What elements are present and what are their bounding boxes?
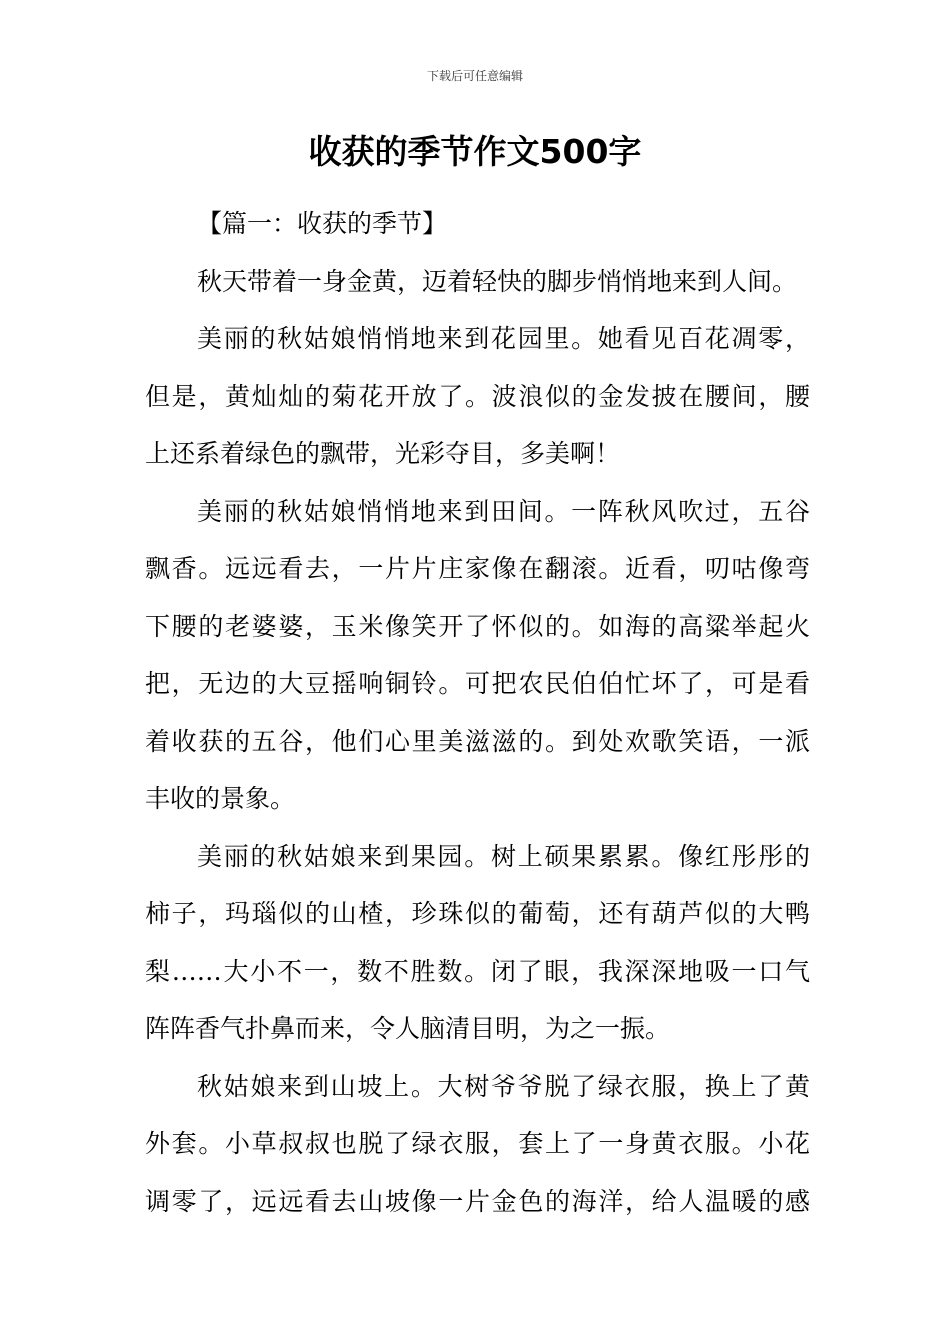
article-body bbox=[145, 195, 810, 1230]
page-title: 收获的季节作文500字 bbox=[308, 132, 642, 171]
paragraph-line: 美丽的秋姑娘悄悄地来到花园里。她看见百花凋零， bbox=[197, 324, 810, 353]
paragraph-line: 美丽的秋姑娘来到果园。树上硕果累累。像红彤彤的 bbox=[197, 841, 810, 871]
paragraph-line: 美丽的秋姑娘悄悄地来到田间。一阵秋风吹过，五谷 bbox=[197, 496, 810, 526]
paragraph-line: 把，无边的大豆摇响铜铃。可把农民伯伯忙坏了，可是看 bbox=[145, 669, 810, 698]
paragraph-line: 飘香。远远看去，一片片庄家像在翻滚。近看，叨咕像弯 bbox=[145, 554, 810, 583]
paragraph-line: 秋姑娘来到山坡上。大树爷爷脱了绿衣服，换上了黄 bbox=[197, 1071, 810, 1101]
paragraph-line: 下腰的老婆婆，玉米像笑开了怀似的。如海的高粱举起火 bbox=[145, 611, 810, 641]
paragraph-5 bbox=[145, 1058, 810, 1231]
paragraph-line: 丰收的景象。 bbox=[145, 784, 296, 813]
section-heading: 【篇一：收获的季节】 bbox=[197, 209, 448, 238]
paragraph-3 bbox=[145, 483, 810, 828]
paragraph-line: 外套。小草叔叔也脱了绿衣服，套上了一身黄衣服。小花 bbox=[145, 1129, 810, 1158]
paragraph-line: 着收获的五谷，他们心里美滋滋的。到处欢歌笑语，一派 bbox=[145, 726, 810, 756]
paragraph-1 bbox=[145, 253, 810, 311]
paragraph-line: 秋天带着一身金黄，迈着轻快的脚步悄悄地来到人间。 bbox=[197, 266, 798, 296]
paragraph-line: 柿子，玛瑙似的山楂，珍珠似的葡萄，还有葫芦似的大鸭 bbox=[145, 899, 810, 928]
paragraph-line: 调零了，远远看去山坡像一片金色的海洋，给人温暖的感 bbox=[145, 1186, 810, 1216]
paragraph-line: 但是，黄灿灿的菊花开放了。波浪似的金发披在腰间，腰 bbox=[145, 381, 810, 411]
paragraph-4 bbox=[145, 828, 810, 1058]
paragraph-line: 阵阵香气扑鼻而来，令人脑清目明，为之一振。 bbox=[145, 1014, 671, 1043]
header-note: 下载后可任意编辑 bbox=[426, 69, 523, 83]
paragraph-2 bbox=[145, 310, 810, 483]
paragraph-line: 上还系着绿色的飘带，光彩夺目，多美啊！ bbox=[145, 439, 621, 468]
paragraph-line: 梨……大小不一，数不胜数。闭了眼，我深深地吸一口气 bbox=[145, 956, 810, 986]
